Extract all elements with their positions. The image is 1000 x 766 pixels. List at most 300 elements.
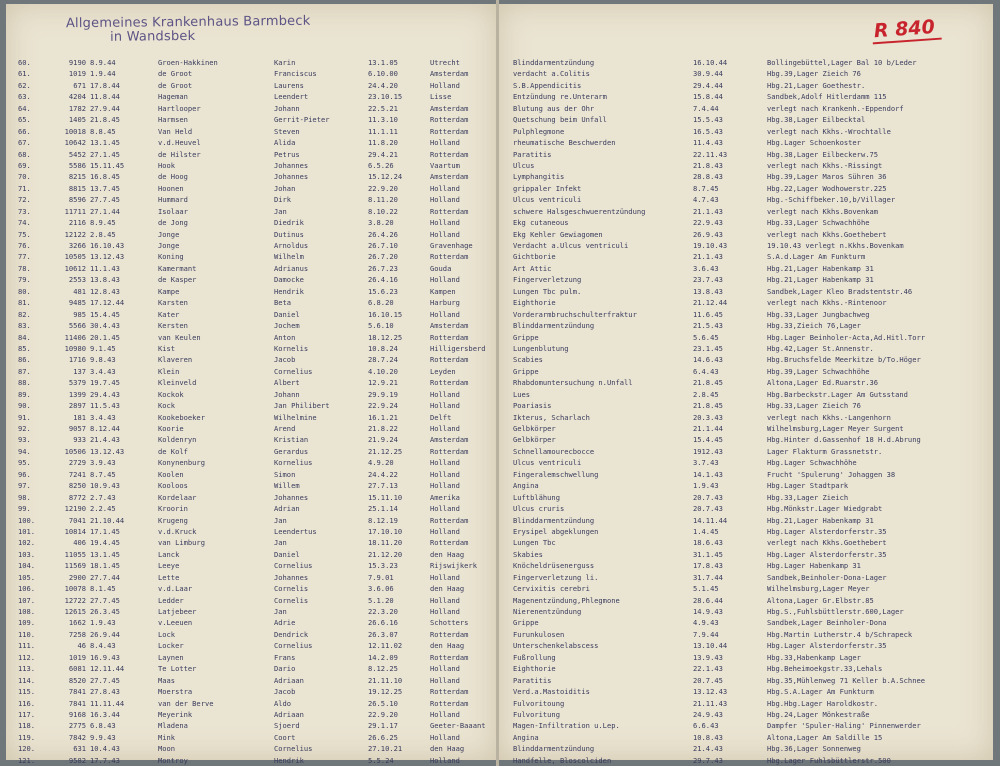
birth-place: Holland: [430, 80, 460, 90]
first-name: Daniel: [274, 549, 300, 559]
admission-date: 2.8.45: [90, 229, 116, 239]
birth-date: 18.11.20: [368, 538, 403, 548]
table-row: [499, 332, 993, 343]
last-name: Mink: [158, 732, 176, 742]
diagnosis: Rhabdomuntersuchung n.Unfall: [513, 378, 633, 388]
birth-date: 15.11.10: [368, 492, 403, 502]
birth-date: 10.8.24: [368, 343, 398, 353]
discharge-date: 28.8.43: [693, 172, 723, 182]
first-name: Arend: [274, 424, 296, 433]
admission-date: 21.4.43: [90, 435, 120, 445]
patient-id: 8250: [68, 481, 86, 491]
diagnosis: Schnellamourecbocce: [513, 446, 595, 456]
table-row: [6, 126, 496, 137]
last-name: de Jong: [158, 218, 188, 228]
table-row: [499, 171, 993, 182]
discharge-date: 20.7.43: [693, 492, 723, 502]
row-number: 100.: [18, 515, 36, 525]
patient-id: 1716: [68, 355, 86, 365]
diagnosis: Blutung aus der Ohr: [513, 103, 595, 113]
table-row: [499, 709, 993, 720]
table-row: [499, 675, 993, 686]
birth-place: Holland: [430, 229, 460, 239]
diagnosis: Blinddarmentzündung: [513, 515, 595, 525]
birth-place: Harburg: [430, 298, 460, 308]
last-name: de Hilster: [158, 149, 201, 159]
row-number: 119.: [18, 732, 36, 742]
last-name: Moon: [158, 744, 176, 754]
discharge-note: Altona,Lager Gr.Elbstr.85: [767, 595, 874, 605]
table-row: [6, 457, 496, 468]
patient-id: 1662: [68, 618, 86, 628]
patient-id: 8772: [68, 492, 86, 502]
table-row: [6, 720, 496, 731]
table-row: [499, 343, 993, 354]
birth-place: Holland: [430, 424, 460, 433]
last-name: Hageman: [158, 92, 188, 102]
first-name: Leendert: [274, 92, 309, 102]
table-row: [6, 194, 496, 205]
last-name: Hoonen: [158, 183, 184, 193]
admission-date: 19.7.45: [90, 378, 120, 388]
admission-date: 26.3.45: [90, 607, 120, 616]
patient-id: 1405: [68, 115, 86, 125]
last-name: v.d.Laar: [158, 584, 193, 594]
discharge-note: Sandbek,Lager Kleo Bradstentstr.46: [767, 286, 913, 296]
diagnosis: Blinddarmentzündung: [513, 58, 595, 67]
discharge-note: Hbg.38,Lager Eilbeckerw.75: [767, 149, 879, 159]
birth-place: Amsterdam: [430, 435, 469, 445]
birth-place: den Haag: [430, 744, 465, 754]
first-name: Coort: [274, 732, 296, 742]
admission-date: 11.5.43: [90, 401, 120, 411]
table-row: [6, 377, 496, 388]
discharge-date: 6.4.43: [693, 366, 719, 376]
first-name: Petrus: [274, 149, 300, 159]
patient-id: 46: [77, 641, 86, 651]
table-row: [499, 515, 993, 526]
birth-place: Vaartum: [430, 160, 460, 170]
birth-place: Holland: [430, 732, 460, 742]
last-name: Hummard: [158, 195, 188, 205]
admission-date: 11.11.44: [90, 698, 125, 708]
table-row: [499, 103, 993, 114]
birth-date: 3.6.06: [368, 584, 394, 594]
birth-place: Holland: [430, 458, 460, 468]
table-row: [6, 732, 496, 743]
table-row: [499, 366, 993, 377]
row-number: 120.: [18, 744, 36, 754]
last-name: Mladena: [158, 721, 188, 731]
row-number: 118.: [18, 721, 36, 731]
patient-list-right: [499, 57, 993, 766]
birth-place: Rotterdam: [430, 252, 469, 262]
birth-date: 24.4.22: [368, 469, 398, 479]
first-name: Adriaan: [274, 709, 304, 719]
discharge-date: 31.1.45: [693, 549, 723, 559]
table-row: [499, 412, 993, 423]
patient-id: 2900: [68, 572, 86, 582]
birth-place: den Haag: [430, 584, 465, 594]
row-number: 72.: [18, 195, 31, 205]
admission-date: 12.8.43: [90, 286, 120, 296]
birth-date: 26.7.23: [368, 263, 398, 273]
diagnosis: Fingerverletzung: [513, 275, 582, 285]
row-number: 76.: [18, 241, 31, 250]
birth-date: 21.9.24: [368, 435, 398, 445]
birth-date: 26.5.10: [368, 698, 398, 708]
first-name: Jacob: [274, 355, 296, 365]
table-row: [499, 663, 993, 674]
table-row: [6, 91, 496, 102]
admission-date: 16.10.43: [90, 241, 125, 250]
discharge-date: 26.9.43: [693, 229, 723, 239]
birth-place: Rijswijkerk: [430, 561, 477, 571]
first-name: Jan: [274, 515, 287, 525]
birth-place: Holland: [430, 183, 460, 193]
admission-date: 11.1.43: [90, 263, 120, 273]
first-name: Jan: [274, 538, 287, 548]
last-name: Koldenryn: [158, 435, 197, 445]
admission-date: 13.1.45: [90, 549, 120, 559]
table-row: [6, 640, 496, 651]
diagnosis: Fußrollung: [513, 652, 556, 662]
discharge-date: 1912.43: [693, 446, 723, 456]
table-row: [6, 354, 496, 365]
discharge-date: 29.7.43: [693, 755, 723, 765]
first-name: Cornelius: [274, 366, 313, 376]
table-row: [6, 263, 496, 274]
table-row: [499, 377, 993, 388]
table-row: [6, 515, 496, 526]
table-row: [499, 720, 993, 731]
row-number: 92.: [18, 424, 31, 433]
row-number: 104.: [18, 561, 36, 571]
last-name: Lanck: [158, 549, 180, 559]
patient-id: 7841: [68, 698, 86, 708]
table-row: [499, 217, 993, 228]
birth-place: Amsterdam: [430, 321, 469, 331]
table-row: [6, 595, 496, 606]
diagnosis: Scabies: [513, 355, 543, 365]
birth-date: 25.1.14: [368, 504, 398, 514]
diagnosis: Erysipel abgeklungen: [513, 526, 599, 536]
table-row: [6, 160, 496, 171]
patient-id: 10506: [64, 446, 86, 456]
table-row: [499, 297, 993, 308]
birth-place: Rotterdam: [430, 332, 469, 342]
diagnosis: Fulvoritoung: [513, 698, 565, 708]
last-name: Montroy: [158, 755, 188, 765]
discharge-date: 15.8.44: [693, 92, 723, 102]
birth-place: Amerika: [430, 492, 460, 502]
last-name: Hartlooper: [158, 103, 201, 113]
table-row: [6, 434, 496, 445]
table-row: [499, 595, 993, 606]
birth-place: Holland: [430, 389, 460, 399]
discharge-date: 21.5.43: [693, 321, 723, 331]
diagnosis: Blinddarmentzündung: [513, 321, 595, 331]
patient-id: 7258: [68, 629, 86, 639]
table-row: [6, 755, 496, 766]
first-name: Johannes: [274, 572, 309, 582]
diagnosis: Ekg Kehler Gewiagomen: [513, 229, 603, 239]
admission-date: 3.4.43: [90, 366, 116, 376]
birth-date: 15.6.23: [368, 286, 398, 296]
patient-id: 4204: [68, 92, 86, 102]
first-name: Karin: [274, 58, 296, 67]
discharge-note: Hbg.39,Lager Schwachhöhe: [767, 366, 870, 376]
discharge-note: Hbg.21,Lager Habenkamp 31: [767, 275, 874, 285]
birth-date: 27.7.13: [368, 481, 398, 491]
first-name: Aldo: [274, 698, 292, 708]
patient-id: 2729: [68, 458, 86, 468]
admission-date: 13.12.43: [90, 446, 125, 456]
birth-place: Holland: [430, 138, 460, 148]
row-number: 74.: [18, 218, 31, 228]
admission-date: 17.8.44: [90, 80, 120, 90]
first-name: Johannes: [274, 172, 309, 182]
row-number: 97.: [18, 481, 31, 491]
patient-id: 1782: [68, 103, 86, 113]
row-number: 114.: [18, 675, 36, 685]
discharge-date: 3.7.43: [693, 458, 719, 468]
discharge-note: Altona,Lager Ed.Ruarstr.36: [767, 378, 879, 388]
birth-date: 22.9.24: [368, 401, 398, 411]
discharge-date: 7.4.44: [693, 103, 719, 113]
patient-id: 985: [73, 309, 86, 319]
table-row: [499, 80, 993, 91]
first-name: Johann: [274, 103, 300, 113]
diagnosis: Ulcus ventriculi: [513, 458, 582, 468]
discharge-date: 21.8.45: [693, 401, 723, 411]
birth-date: 21.12.20: [368, 549, 403, 559]
birth-date: 4.9.20: [368, 458, 394, 468]
admission-date: 8.12.44: [90, 424, 120, 433]
discharge-note: verlegt nach Kkhs.-Langenhorn: [767, 412, 891, 422]
table-row: [499, 572, 993, 583]
row-number: 110.: [18, 629, 36, 639]
diagnosis: rheumatische Beschwerden: [513, 138, 616, 148]
last-name: Konynenburg: [158, 458, 205, 468]
discharge-note: Hbg.33,Zieich 76,Lager: [767, 321, 861, 331]
patient-id: 3266: [68, 241, 86, 250]
row-number: 115.: [18, 687, 36, 697]
admission-date: 8.8.45: [90, 126, 116, 136]
last-name: Kersten: [158, 321, 188, 331]
admission-date: 13.8.43: [90, 275, 120, 285]
first-name: Wilhelmine: [274, 412, 317, 422]
patient-id: 12122: [64, 229, 86, 239]
table-row: [499, 446, 993, 457]
patient-id: 7241: [68, 469, 86, 479]
birth-date: 4.10.20: [368, 366, 398, 376]
discharge-date: 5.1.45: [693, 584, 719, 594]
birth-date: 5.6.10: [368, 321, 394, 331]
patient-id: 12615: [64, 607, 86, 616]
discharge-note: Hbg.21,Lager Habenkamp 31: [767, 515, 874, 525]
table-row: [499, 149, 993, 160]
discharge-note: Dampfer 'Spuler-Haling' Pinnenwerder: [767, 721, 921, 731]
patient-id: 137: [73, 366, 86, 376]
birth-place: Rotterdam: [430, 115, 469, 125]
birth-place: Holland: [430, 481, 460, 491]
table-row: [6, 549, 496, 560]
patient-id: 671: [73, 80, 86, 90]
last-name: Krugeng: [158, 515, 188, 525]
table-row: [499, 263, 993, 274]
birth-date: 26.6.25: [368, 732, 398, 742]
discharge-date: 18.6.43: [693, 538, 723, 548]
last-name: de Kolf: [158, 446, 188, 456]
patient-id: 2553: [68, 275, 86, 285]
last-name: Klein: [158, 366, 180, 376]
patient-id: 10642: [64, 138, 86, 148]
patient-id: 2897: [68, 401, 86, 411]
birth-place: Rotterdam: [430, 698, 469, 708]
last-name: Latjebeer: [158, 607, 197, 616]
row-number: 89.: [18, 389, 31, 399]
last-name: Leeye: [158, 561, 180, 571]
diagnosis: Magen-Infiltration u.Lep.: [513, 721, 620, 731]
patient-id: 1019: [68, 652, 86, 662]
diagnosis: grippaler Infekt: [513, 183, 582, 193]
birth-place: Geeter-Baaant: [430, 721, 486, 731]
discharge-note: Hbg.Mönkstr.Lager Wiedgrabt: [767, 504, 883, 514]
last-name: van der Berve: [158, 698, 214, 708]
birth-place: Holland: [430, 504, 460, 514]
patient-id: 9057: [68, 424, 86, 433]
last-name: v.d.Kruck: [158, 526, 197, 536]
table-row: [499, 686, 993, 697]
first-name: Adriaan: [274, 675, 304, 685]
patient-id: 181: [73, 412, 86, 422]
first-name: Johan: [274, 183, 296, 193]
discharge-date: 21.1.43: [693, 252, 723, 262]
birth-date: 8.10.22: [368, 206, 398, 216]
table-row: [499, 206, 993, 217]
discharge-note: Hbg.S.,Fuhlsbüttlerstr.600,Lager: [767, 607, 904, 616]
last-name: van Keulen: [158, 332, 201, 342]
birth-place: Gouda: [430, 263, 452, 273]
birth-date: 26.7.20: [368, 252, 398, 262]
row-number: 116.: [18, 698, 36, 708]
diagnosis: Entzündung re.Unterarm: [513, 92, 607, 102]
discharge-date: 3.6.43: [693, 263, 719, 273]
table-row: [6, 675, 496, 686]
birth-place: Rotterdam: [430, 446, 469, 456]
admission-date: 27.7.44: [90, 572, 120, 582]
table-row: [6, 583, 496, 594]
first-name: Gerrit-Pieter: [274, 115, 330, 125]
birth-place: Rotterdam: [430, 687, 469, 697]
row-number: 71.: [18, 183, 31, 193]
first-name: Cornelis: [274, 595, 309, 605]
birth-place: Holland: [430, 309, 460, 319]
last-name: Koolen: [158, 469, 184, 479]
table-row: [6, 423, 496, 434]
birth-place: Holland: [430, 675, 460, 685]
admission-date: 8.9.44: [90, 58, 116, 67]
discharge-date: 14.11.44: [693, 515, 728, 525]
table-row: [499, 91, 993, 102]
discharge-date: 17.8.43: [693, 561, 723, 571]
birth-date: 26.4.16: [368, 275, 398, 285]
last-name: Moerstra: [158, 687, 193, 697]
discharge-note: Sandbek,Adolf Hitlerdamm 115: [767, 92, 887, 102]
diagnosis: Lungen Tbc pulm.: [513, 286, 582, 296]
last-name: Kookeboeker: [158, 412, 205, 422]
birth-date: 14.2.09: [368, 652, 398, 662]
birth-date: 11.3.10: [368, 115, 398, 125]
birth-place: Rotterdam: [430, 515, 469, 525]
birth-date: 29.4.21: [368, 149, 398, 159]
row-number: 81.: [18, 298, 31, 308]
patient-id: 11569: [64, 561, 86, 571]
row-number: 121.: [18, 755, 36, 765]
row-number: 68.: [18, 149, 31, 159]
admission-date: 8.7.45: [90, 469, 116, 479]
birth-date: 22.5.21: [368, 103, 398, 113]
patient-id: 9168: [68, 709, 86, 719]
table-row: [499, 68, 993, 79]
discharge-note: Hbg.33,Habenkamp Lager: [767, 652, 861, 662]
stamp-line-2: in Wandsbek: [109, 28, 196, 45]
patient-id: 6081: [68, 664, 86, 674]
last-name: Jonge: [158, 229, 180, 239]
patient-id: 8520: [68, 675, 86, 685]
birth-date: 22.9.20: [368, 183, 398, 193]
table-row: [499, 732, 993, 743]
discharge-note: verlegt nach Krankenh.-Eppendorf: [767, 103, 904, 113]
last-name: de Groot: [158, 69, 193, 79]
first-name: Leendertus: [274, 526, 317, 536]
patient-id: 631: [73, 744, 86, 754]
admission-date: 11.8.44: [90, 92, 120, 102]
birth-date: 26.7.10: [368, 241, 398, 250]
discharge-note: Hbg.35,Mühlenweg 71 Keller b.A.Schnee: [767, 675, 926, 685]
row-number: 63.: [18, 92, 31, 102]
admission-date: 9.9.43: [90, 732, 116, 742]
patient-id: 11055: [64, 549, 86, 559]
birth-date: 29.1.17: [368, 721, 398, 731]
last-name: Meyerink: [158, 709, 193, 719]
birth-place: Holland: [430, 572, 460, 582]
discharge-note: Altona,Lager Am Saldille 15: [767, 732, 883, 742]
discharge-note: Hbg.Lager Alsterdorferstr.35: [767, 549, 887, 559]
discharge-note: Hbg.S.A.Lager Am Funkturm: [767, 687, 874, 697]
table-row: [6, 103, 496, 114]
discharge-date: 21.8.43: [693, 160, 723, 170]
birth-date: 8.11.20: [368, 195, 398, 205]
discharge-date: 1.9.43: [693, 481, 719, 491]
discharge-note: Hbg.Beheimoekgstr.33,Lehals: [767, 664, 883, 674]
birth-date: 3.8.20: [368, 218, 394, 228]
table-row: [6, 183, 496, 194]
table-row: [499, 137, 993, 148]
discharge-date: 21.8.45: [693, 378, 723, 388]
discharge-date: 20.3.43: [693, 412, 723, 422]
discharge-date: 19.10.43: [693, 241, 728, 250]
admission-date: 21.8.45: [90, 115, 120, 125]
row-number: 105.: [18, 572, 36, 582]
diagnosis: Unterschenkelabscess: [513, 641, 599, 651]
admission-date: 15.11.45: [90, 160, 125, 170]
discharge-note: Hbg.Hinter d.Gassenhof 18 H.d.Abrung: [767, 435, 921, 445]
diagnosis: Grippe: [513, 332, 539, 342]
diagnosis: Eighthorie: [513, 298, 556, 308]
birth-place: Rotterdam: [430, 629, 469, 639]
